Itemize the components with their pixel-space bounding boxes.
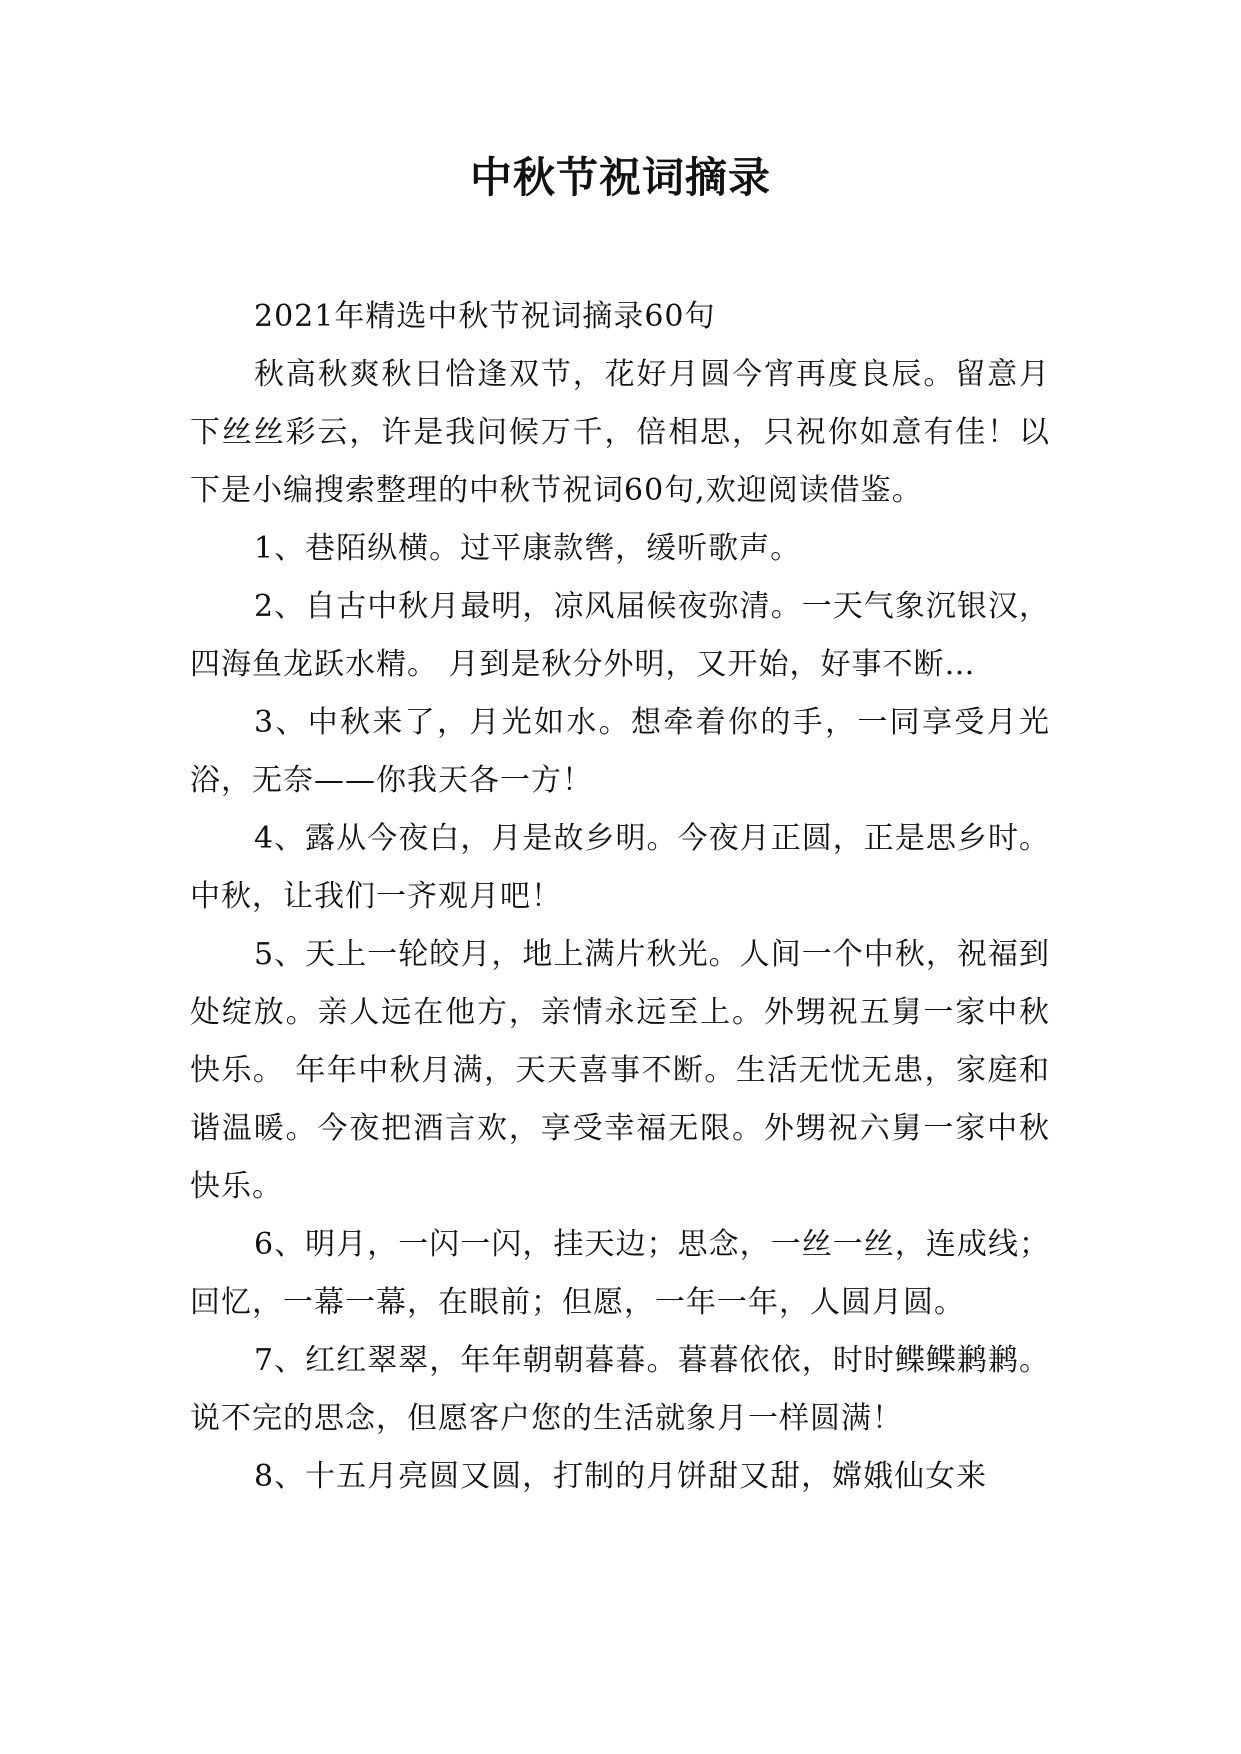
paragraph-item-1: 1、巷陌纵横。过平康款辔，缓听歌声。 xyxy=(254,531,802,566)
document-body xyxy=(190,288,1050,1506)
paragraph-item-4: 4、露从今夜白，月是故乡明。今夜月正圆，正是思乡时。中秋，让我们一齐观月吧！ xyxy=(190,821,1050,914)
paragraph-item-7: 7、红红翠翠，年年朝朝暮暮。暮暮依依，时时鲽鲽鹣鹣。说不完的思念，但愿客户您的生活就象月一样圆满！ xyxy=(190,1343,1050,1436)
paragraph-item-3: 3、中秋来了，月光如水。想牵着你的手，一同享受月光浴，无奈——你我天各一方！ xyxy=(190,705,1050,798)
paragraph-intro-heading: 2021年精选中秋节祝词摘录60句 xyxy=(254,299,716,334)
paragraph-item-6: 6、明月，一闪一闪，挂天边；思念，一丝一丝，连成线；回忆，一幕一幕，在眼前；但愿，一年一年，人圆月圆。 xyxy=(190,1227,1050,1320)
document-title: 中秋节祝词摘录 xyxy=(469,153,771,202)
paragraph-intro: 秋高秋爽秋日恰逢双节，花好月圆今宵再度良辰。留意月下丝丝彩云，许是我问候万千，倍相思，只祝你如意有佳！以下是小编搜索整理的中秋节祝词60句,欢迎阅读借鉴。 xyxy=(190,357,1050,508)
paragraph-item-8: 8、十五月亮圆又圆，打制的月饼甜又甜，嫦娥仙女来 xyxy=(254,1459,988,1494)
paragraph-item-5: 5、天上一轮皎月，地上满片秋光。人间一个中秋，祝福到处绽放。亲人远在他方，亲情永远至上。外甥祝五舅一家中秋快乐。 年年中秋月满，天天喜事不断。生活无忧无患，家庭和谐温暖。今夜把酒言欢，享受幸福无限。外甥祝六舅一家中秋快乐。 xyxy=(190,937,1050,1204)
paragraph-item-2: 2、自古中秋月最明，凉风届候夜弥清。一天气象沉银汉，四海鱼龙跃水精。 月到是秋分外明，又开始，好事不断… xyxy=(190,589,1050,682)
